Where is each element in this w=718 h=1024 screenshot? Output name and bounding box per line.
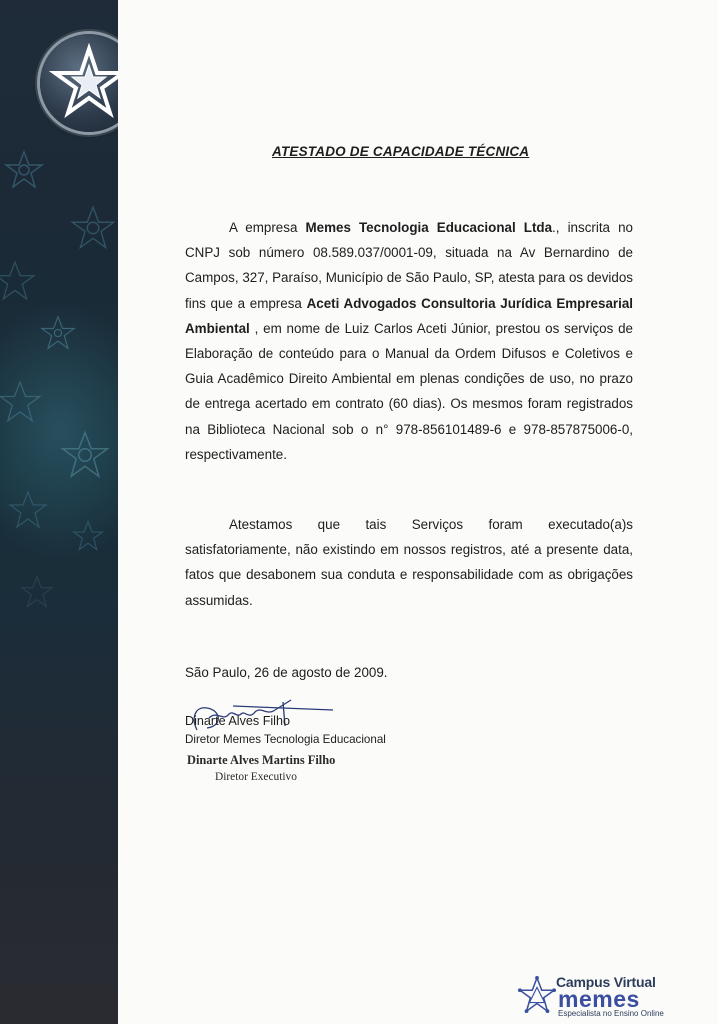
snowflake-star-icon (0, 260, 36, 302)
paragraph-attestation: Atestamos que tais Serviços foram executado(a)s satisfatoriamente, não existindo em nossos registros, até a presente data, fatos que desabonem sua conduta e responsabilidade com as obrigações assumidas. (185, 517, 633, 608)
star-badge-icon (40, 34, 118, 132)
paragraph-declaration: A empresa Memes Tecnologia Educacional Ltda., inscrita no CNPJ sob número 08.589.037/0001-09, situada na Av Bernardino de Campos, 327, Paraíso, Município de São Paulo, SP, atesta para os devidos fins que a empresa Aceti Advogados Consultoria Jurídica Empresarial Ambiental , em nome de Luiz Carlos Aceti Júnior, prestou os serviços de Elaboração de conteúdo para o Manual da Ordem Difusos e Coletivos e Guia Acadêmico Direito Ambiental em plenas condições de uso, no prazo de entrega acertado em contrato (60 dias). Os mesmos foram registrados na Biblioteca Nacional sob o n° 978-856101489-6 e 978-857875006-0, respectivamente. (185, 220, 633, 462)
logo-line-campus-virtual: Campus Virtual (556, 974, 656, 990)
client-name: Aceti Advogados Consultoria Jurídica Empresarial Ambiental (185, 295, 633, 336)
company-name: Memes Tecnologia Educacional Ltda (305, 220, 553, 235)
stamp-name: Dinarte Alves Martins Filho (187, 753, 336, 767)
snowflake-star-icon (0, 380, 42, 424)
snowflake-star-icon (70, 205, 116, 251)
logo-tagline: Especialista no Ensino Online (558, 1009, 664, 1018)
snowflake-star-icon (40, 315, 76, 351)
logo-line-memes: memes (558, 986, 640, 1012)
decorative-sidebar (0, 0, 118, 1024)
document-title: ATESTADO DE CAPACIDADE TÉCNICA (272, 144, 530, 159)
snowflake-star-icon (72, 520, 104, 552)
star-network-icon (518, 976, 556, 1014)
signer-name: Dinarte Alves Filho (185, 714, 290, 728)
stamp-role: Diretor Executivo (215, 771, 297, 783)
date-line: São Paulo, 26 de agosto de 2009. (185, 665, 388, 680)
snowflake-star-icon (8, 490, 48, 530)
campus-virtual-logo (518, 974, 678, 1020)
signer-role: Diretor Memes Tecnologia Educacional (185, 733, 386, 746)
snowflake-star-icon (60, 430, 110, 480)
snowflake-star-icon (4, 150, 44, 190)
snowflake-star-icon (20, 575, 54, 609)
